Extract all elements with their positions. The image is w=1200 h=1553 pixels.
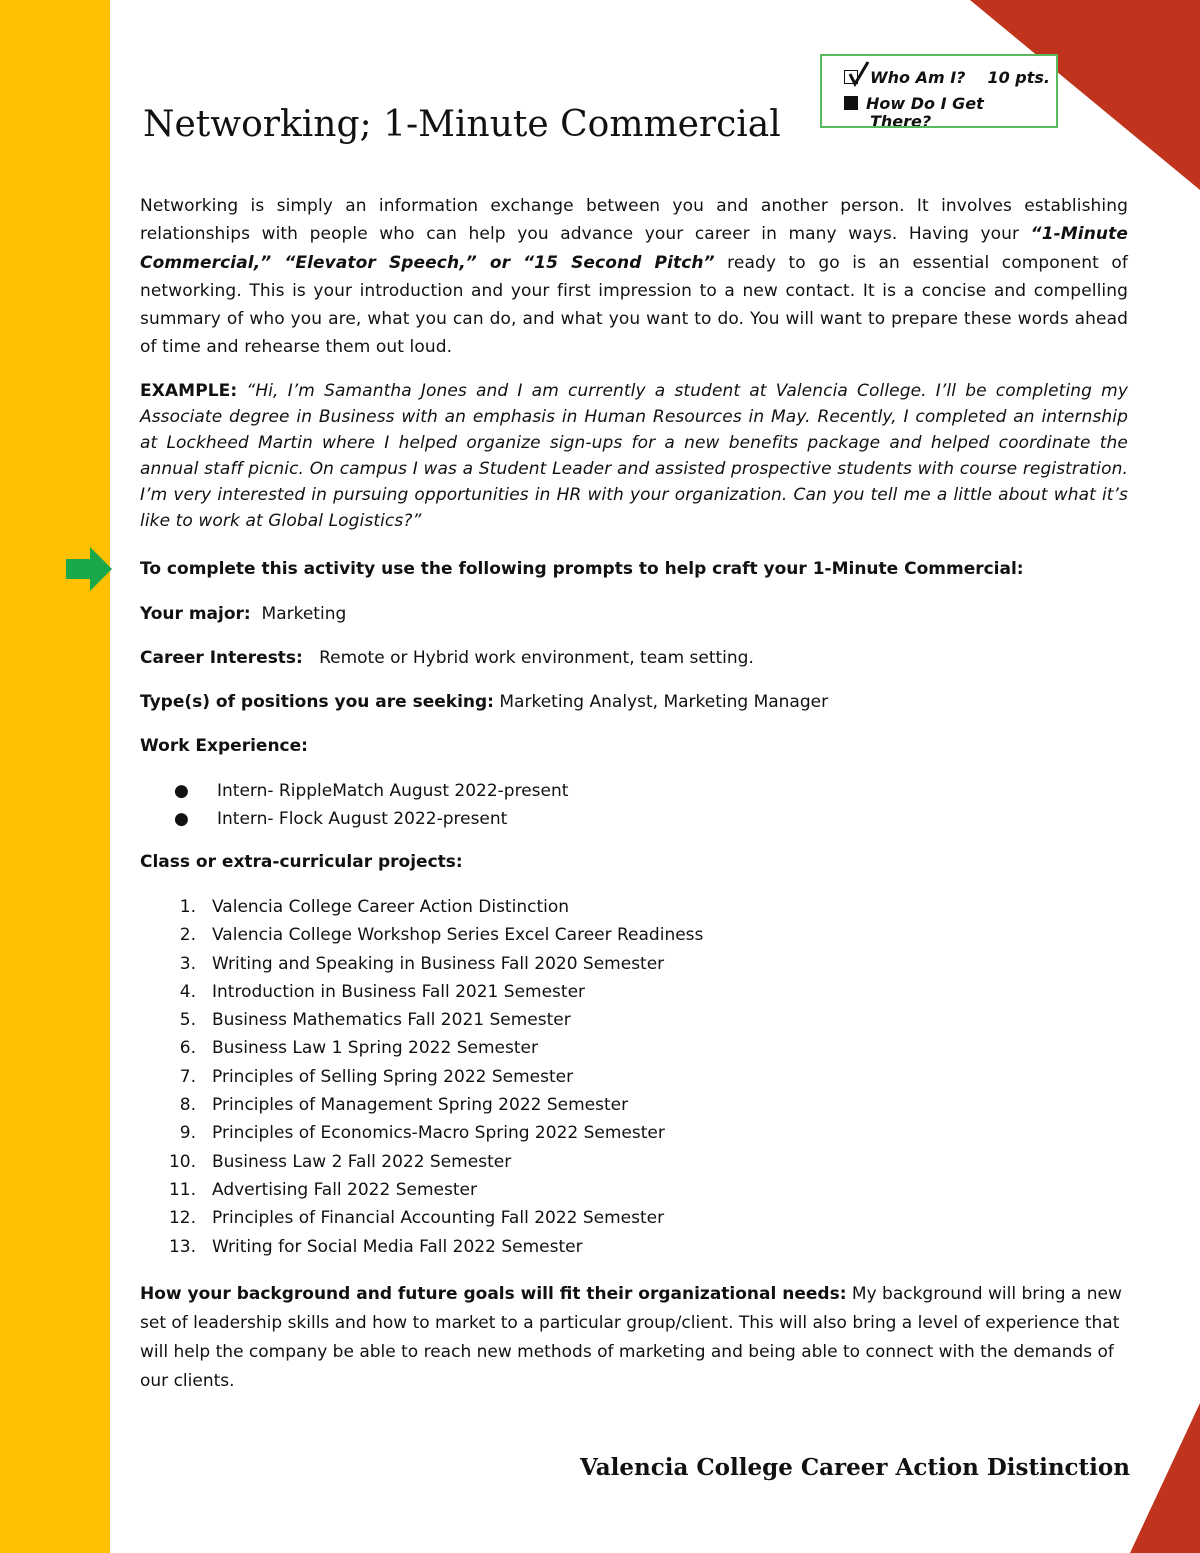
field-types-label: Type(s) of positions you are seeking: [140,692,494,712]
list-item [140,1066,703,1094]
goals-paragraph [140,1280,1130,1396]
corner-decoration-bottom [1130,1403,1200,1553]
project-text: Principles of Economics-Macro Spring 2022 Semester [212,1123,665,1144]
project-text: Principles of Management Spring 2022 Semester [212,1095,629,1116]
badge-who-am-i: Who Am I? [870,68,966,87]
list-item [140,1207,703,1235]
field-work-label: Work Experience: [140,736,308,756]
list-number: 4. [179,981,196,1002]
projects-list [140,896,703,1264]
list-number: 8. [179,1095,196,1116]
field-position-types [140,692,828,712]
list-number: 3. [179,953,196,974]
badge-line-1 [870,68,1050,87]
list-item [140,1151,703,1179]
field-career-value: Remote or Hybrid work environment, team setting. [319,648,754,668]
project-text: Writing for Social Media Fall 2022 Semester [212,1236,583,1257]
list-item [140,808,568,836]
list-item [140,1179,703,1207]
list-number: 2. [179,925,196,946]
goals-text: My background will bring a new set of leadership skills and how to market to a particular group/client. This will also bring a level of experience that will help the company be able to reach new methods of marketing and being able to connect with the demands of our clients. [140,1284,1122,1391]
field-major-value: Marketing [261,604,347,624]
list-item [140,981,703,1009]
example-text: “Hi, I’m Samantha Jones and I am currently a student at Valencia College. I’ll be completing my Associate degree in Business with an emphasis in Human Resources in May. Recently, I completed an internship at Lockheed Martin where I helped organize sign-ups for a new benefits package and helped coordinate the annual staff picnic. On campus I was a Student Leader and assisted prospective students with course registration. I’m very interested in pursuing opportunities in HR with your organization. Can you tell me a little about what it’s like to work at Global Logistics?” [140,381,1128,531]
work-item-text: Intern- RippleMatch August 2022-present [217,781,569,801]
points-badge [820,54,1058,128]
list-number: 13. [168,1236,196,1257]
project-text: Business Law 1 Spring 2022 Semester [212,1038,538,1059]
list-number: 10. [168,1151,196,1172]
intro-text-2: ready to go is an essential component of networking. This is your introduction and your first impression to a new contact. It is a concise and compelling summary of who you are, what you can do, and what you want to do. You will want to prepare these words ahead of time and rehearse them out loud. [140,252,1128,358]
list-item [140,1037,703,1065]
field-types-value: Marketing Analyst, Marketing Manager [499,692,829,712]
footer-title: Valencia College Career Action Distinction [579,1454,1130,1481]
activity-prompt: To complete this activity use the following prompts to help craft your 1-Minute Commercial: [140,559,1024,579]
side-accent-bar [0,0,110,1553]
list-number: 7. [179,1066,196,1087]
project-text: Advertising Fall 2022 Semester [212,1179,477,1200]
project-text: Valencia College Career Action Distinction [212,897,570,917]
field-career-label: Career Interests: [140,648,303,668]
field-career-interests [140,648,754,668]
goals-label: How your background and future goals will fit their organizational needs: [140,1284,847,1304]
work-item-text: Intern- Flock August 2022-present [217,809,508,829]
list-number: 9. [179,1123,196,1144]
field-work-experience [140,736,308,756]
list-item [140,924,703,952]
list-number: 6. [179,1038,196,1059]
work-experience-list [140,780,568,836]
list-item [140,1122,703,1150]
project-text: Introduction in Business Fall 2021 Semester [212,981,586,1002]
project-text: Business Law 2 Fall 2022 Semester [212,1151,512,1172]
badge-points: 10 pts. [987,68,1051,87]
badge-line-2: How Do I Get [866,94,984,113]
example-paragraph [140,378,1128,534]
arrow-right-icon [66,545,114,593]
bullet-icon: ● [174,809,189,829]
list-item [140,1009,703,1037]
project-text: Writing and Speaking in Business Fall 2020 Semester [212,953,665,974]
intro-paragraph [140,192,1128,362]
badge-line-3: There? [870,112,932,128]
list-number: 12. [168,1208,196,1229]
list-item [140,1236,703,1264]
list-item [140,1094,703,1122]
intro-quote: “1-Minute Commercial,” “Elevator Speech,” or “15 Second Pitch” [140,224,1128,273]
checkmark-icon [848,60,870,90]
field-class-label: Class or extra-curricular projects: [140,852,463,872]
list-number: 1. [179,897,196,917]
bullet-icon: ● [174,781,189,801]
field-class-projects [140,852,463,872]
list-item [140,896,703,924]
intro-text-1: Networking is simply an information exchange between you and another person. It involves establishing relationships with people who can help you advance your career in many ways. Having your [140,196,1128,245]
list-number: 11. [168,1179,196,1200]
field-major-label: Your major: [140,604,251,624]
project-text: Principles of Financial Accounting Fall 2022 Semester [212,1208,665,1229]
project-text: Business Mathematics Fall 2021 Semester [212,1010,571,1031]
page-title: Networking; 1-Minute Commercial [143,104,781,145]
list-item [140,953,703,981]
example-label: EXAMPLE: [140,381,238,401]
checkbox-checked-icon [844,96,858,110]
list-item [140,780,568,808]
project-text: Valencia College Workshop Series Excel Career Readiness [212,925,704,946]
project-text: Principles of Selling Spring 2022 Semester [212,1066,574,1087]
field-major [140,604,346,624]
list-number: 5. [179,1010,196,1031]
